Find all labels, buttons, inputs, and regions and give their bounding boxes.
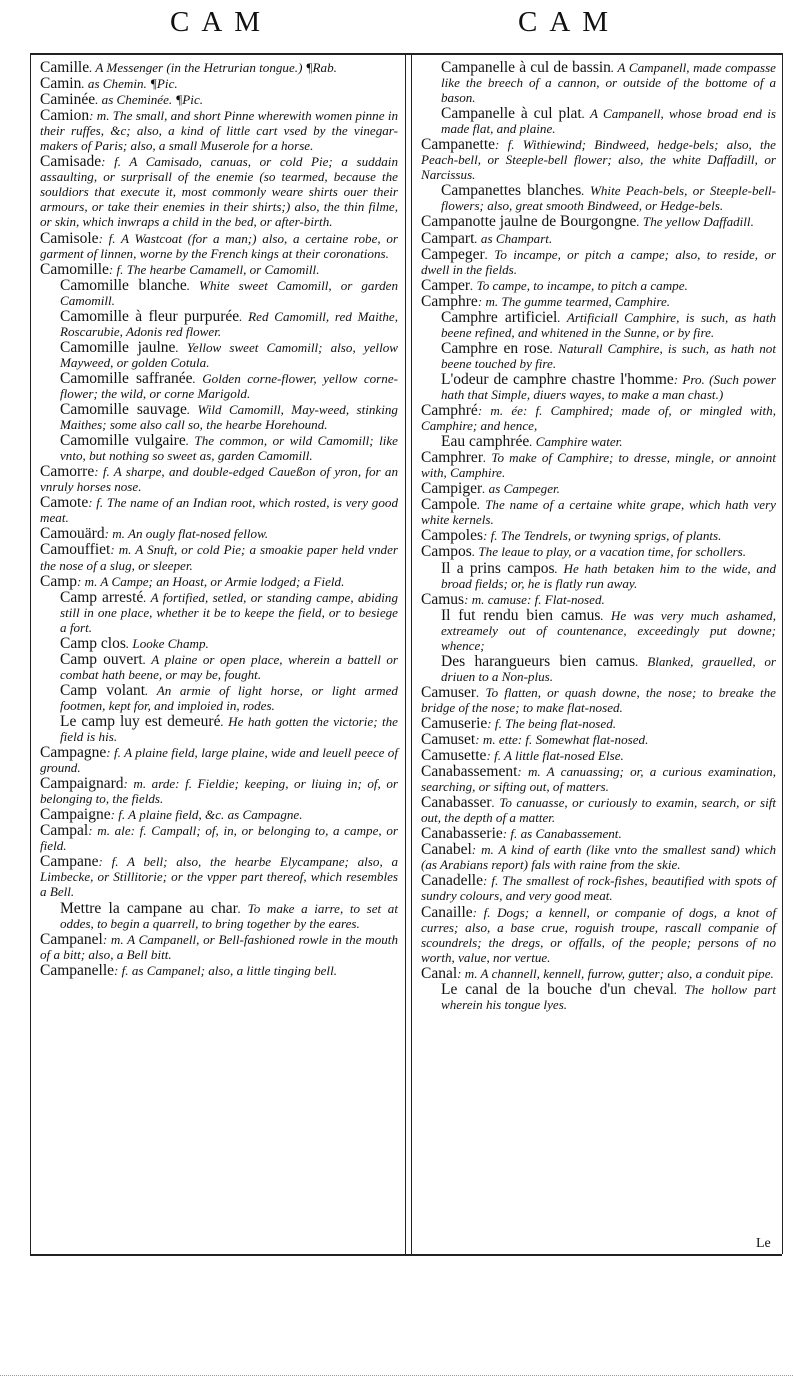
dictionary-entry xyxy=(421,247,776,277)
entry-headword: Camisade xyxy=(40,153,102,171)
entry-definition: . To make of Camphire; to dresse, mingle, or annoint with, Camphire. xyxy=(421,450,776,481)
entry-definition: . as Chemin. ¶Pic. xyxy=(81,76,178,92)
frame-right-rule xyxy=(782,53,783,1254)
entry-headword: Campanel xyxy=(40,930,103,948)
dictionary-entry xyxy=(40,92,398,107)
dictionary-entry xyxy=(421,842,776,872)
frame-left-rule xyxy=(30,53,31,1254)
dictionary-entry xyxy=(421,450,776,480)
entry-definition: : f. A little flat-nosed Else. xyxy=(486,748,624,764)
dictionary-entry xyxy=(40,278,398,308)
dictionary-entry xyxy=(40,262,398,277)
entry-definition: : m. ale: f. Campall; of, in, or belonging to, a campe, or field. xyxy=(40,823,398,854)
dictionary-entry xyxy=(40,309,398,339)
entry-definition: : f. A bell; also, the hearbe Elycampane; also, a Limbecke, or Stillitorie; or the vpper part thereof, which resembles a Bell. xyxy=(40,854,398,900)
entry-definition: . To flatten, or quash downe, the nose; to breake the bridge of the nose; to make flat-nosed. xyxy=(421,684,776,715)
entry-definition: : f. as Campanel; also, a little tinging bell. xyxy=(114,962,337,978)
entry-definition: : m. The gumme tearmed, Camphire. xyxy=(477,293,671,309)
entry-headword: Caminée xyxy=(40,91,96,109)
entry-headword: Camuser xyxy=(421,683,477,701)
entry-headword: Campiger xyxy=(421,480,483,498)
dictionary-entry xyxy=(40,932,398,962)
dictionary-entry xyxy=(421,982,776,1012)
entry-headword: Camouffiet xyxy=(40,541,111,559)
entry-headword: Camisole xyxy=(40,229,99,247)
entry-definition: : f. A plaine field, &c. as Campagne. xyxy=(110,807,303,823)
dictionary-entry xyxy=(421,873,776,903)
entry-definition: . A Campanell, whose broad end is made flat, and plaine. xyxy=(441,106,776,137)
entry-headword: Camus xyxy=(421,590,465,608)
entry-headword: Camp ouvert xyxy=(60,650,143,668)
entry-definition: . Naturall Camphire, is such, as hath not beene touched by fire. xyxy=(441,340,776,371)
dictionary-entry xyxy=(421,372,776,402)
dictionary-entry xyxy=(40,963,398,978)
dictionary-entry xyxy=(40,371,398,401)
entry-headword: Camphre artificiel xyxy=(441,308,558,326)
entry-definition: : f. A plaine field, large plaine, wide and leuell peece of ground. xyxy=(40,745,398,776)
entry-definition: : m. ée: f. Camphired; made of, or mingled with, Camphire; and hence, xyxy=(421,403,776,434)
entry-definition: . To canuasse, or curiously to examin, search, or sift out, the depth of a matter. xyxy=(421,795,776,826)
dictionary-entry xyxy=(40,108,398,153)
entry-definition: : m. ette: f. Somewhat flat-nosed. xyxy=(475,732,649,748)
entry-definition: . A Messenger (in the Hetrurian tongue.) ¶Rab. xyxy=(89,60,337,75)
entry-headword: Campanotte jaulne de Bourgongne xyxy=(421,213,637,231)
dictionary-entry xyxy=(40,76,398,91)
entry-definition: . as Champart. xyxy=(474,230,553,246)
entry-headword: Camomille xyxy=(40,260,109,278)
dictionary-entry xyxy=(421,278,776,293)
entry-headword: Camomille jaulne xyxy=(60,338,176,356)
dictionary-entry xyxy=(40,231,398,261)
dictionary-entry xyxy=(421,685,776,715)
entry-headword: Canabassement xyxy=(421,763,518,781)
entry-headword: Campagne xyxy=(40,744,107,762)
entry-definition: . Artificiall Camphire, is such, as hath beene refined, and whitened in the Sunne, or by fire. xyxy=(441,309,777,340)
entry-headword: Il a prins campos xyxy=(441,559,555,577)
entry-headword: Campeger xyxy=(421,245,485,263)
entry-headword: Campal xyxy=(40,822,89,840)
dictionary-entry xyxy=(421,905,776,965)
entry-headword: Camuset xyxy=(421,731,476,749)
entry-definition: . White Peach-bels, or Steeple-bell-flowers; also, great smooth Bindweed, or Hedge-bels. xyxy=(441,183,776,214)
entry-definition: . A fortified, setled, or standing campe, abiding still in one place, whether it be to keepe the field, or to besiege a fort. xyxy=(60,589,398,635)
entry-definition: : m. A canuassing; or, a curious examination, searching, or sifting out, of matters. xyxy=(421,764,776,795)
entry-definition: . Yellow sweet Camomill; also, yellow Mayweed, or golden Cotula. xyxy=(60,339,398,370)
dictionary-entry xyxy=(421,214,776,229)
frame-top-rule xyxy=(30,53,782,55)
entry-headword: Canabel xyxy=(421,841,472,859)
entry-headword: Campaigne xyxy=(40,806,111,824)
entry-headword: Camusette xyxy=(421,747,487,765)
entry-headword: Camp xyxy=(40,572,78,590)
entry-headword: Canabasserie xyxy=(421,825,503,843)
entry-definition: . He hath betaken him to the wide, and broad fields; or, he is flatly run away. xyxy=(441,560,776,591)
dictionary-entry xyxy=(421,497,776,527)
entry-definition: : m. A Campanell, or Bell-fashioned rowle in the mouth of a bitt; also, a Bell bitt. xyxy=(40,931,398,962)
entry-headword: Mettre la campane au char xyxy=(60,899,238,917)
entry-headword: Camuserie xyxy=(421,714,488,732)
catchword: Le xyxy=(756,1236,771,1251)
entry-definition: . The yellow Daffadill. xyxy=(636,214,754,230)
entry-headword: Campanette xyxy=(421,136,496,154)
entry-definition: . He hath gotten the victorie; the field is his. xyxy=(60,713,398,745)
entry-headword: Camphre en rose xyxy=(441,339,550,357)
entry-definition: . Blanked, grauelled, or driuen to a Non-plus. xyxy=(441,653,776,684)
column-divider-rule xyxy=(405,53,406,1254)
entry-headword: Camomille à fleur purpurée xyxy=(60,307,240,325)
entry-headword: Camomille vulgaire xyxy=(60,432,186,450)
entry-definition: : f. Dogs; a kennell, or companie of dogs, a knot of curres; also, a base crue, roguish troupe, rascall companie of scoundrels; the dregs, or offalls, of the people; persons of no worth, value, nor vertue. xyxy=(421,904,776,965)
entry-headword: Camomille saffranée xyxy=(60,369,193,387)
entry-definition: : m. arde: f. Fieldie; keeping, or liuing in; of, or belonging to, the fields. xyxy=(40,776,398,807)
dictionary-entry xyxy=(421,748,776,763)
entry-headword: Camouärd xyxy=(40,525,105,543)
dictionary-entry xyxy=(421,231,776,246)
entry-headword: Canadelle xyxy=(421,872,483,890)
entry-headword: Camp arresté xyxy=(60,588,144,606)
entry-headword: Camin xyxy=(40,75,82,93)
entry-headword: Camphre xyxy=(421,292,478,310)
entry-headword: Campane xyxy=(40,853,99,871)
entry-definition: . The leaue to play, or a vacation time, for schollers. xyxy=(471,544,747,560)
entry-definition: . Red Camomill, red Maithe, Roscarubie, Adonis red flower. xyxy=(60,308,398,339)
entry-headword: Des harangueurs bien camus xyxy=(441,652,636,670)
entry-definition: . The common, or wild Camomill; like vnto, but nothing so sweet as, garden Camomill. xyxy=(60,433,398,464)
dictionary-entry xyxy=(40,526,398,541)
entry-definition: : m. A kind of earth (like vnto the smallest sand) which (as Arabians report) fals with raine from the skie. xyxy=(421,842,776,873)
entry-headword: Camion xyxy=(40,107,90,125)
entry-definition: : f. The name of an Indian root, which rosted, is very good meat. xyxy=(40,495,398,526)
entry-definition: . A plaine or open place, wherein a battell or combat hath beene, or may be, fought. xyxy=(60,651,398,682)
column-divider-rule-inner xyxy=(411,53,412,1254)
entry-definition: : f. A Wastcoat (for a man;) also, a certaine robe, or garment of linnen, worne by the French kings at their coronations. xyxy=(40,230,398,261)
dictionary-entry xyxy=(40,683,398,713)
entry-headword: Campoles xyxy=(421,527,483,545)
entry-definition: . To make a iarre, to set at oddes, to begin a quarrell, to bring together by the eares. xyxy=(60,900,398,931)
entry-headword: Canabasser xyxy=(421,794,492,812)
running-head-right: CAM xyxy=(518,6,621,38)
entry-definition: . Looke Champ. xyxy=(125,635,209,651)
entry-definition: : f. The Tendrels, or twyning sprigs, of plants. xyxy=(483,528,722,544)
entry-headword: Campos xyxy=(421,543,472,561)
entry-definition: : Pro. (Such power hath that Simple, diuers wayes, to make a man chast.) xyxy=(441,371,776,402)
dictionary-entry xyxy=(40,433,398,463)
dictionary-entry xyxy=(40,745,398,775)
entry-definition: . A Campanell, made compasse like the breech of a cannon, or outside of the bottome of a bason. xyxy=(441,60,776,106)
running-head-left: CAM xyxy=(170,6,273,38)
dictionary-entry xyxy=(421,592,776,607)
dictionary-entry xyxy=(421,434,776,449)
entry-definition: : m. A channell, kennell, furrow, gutter; also, a conduit pipe. xyxy=(457,965,774,981)
entry-headword: Campole xyxy=(421,496,477,514)
dictionary-entry xyxy=(421,764,776,794)
entry-headword: Camphré xyxy=(421,402,478,420)
dictionary-entry xyxy=(421,403,776,433)
dictionary-entry xyxy=(421,106,776,136)
dictionary-entry xyxy=(40,60,398,75)
entry-definition: . The hollow part wherein his tongue lyes. xyxy=(441,981,777,1012)
dictionary-entry xyxy=(40,495,398,525)
entry-definition: . Golden corne-flower, yellow corne-flower; the wild, or corne Marigold. xyxy=(60,370,398,401)
dictionary-entry xyxy=(40,636,398,651)
dictionary-entry xyxy=(40,714,398,744)
entry-definition: . Camphire water. xyxy=(529,434,623,450)
entry-definition: . The name of a certaine white grape, which hath very white kernels. xyxy=(421,497,776,528)
entry-definition: : f. The being flat-nosed. xyxy=(487,715,617,731)
entry-headword: Camphrer xyxy=(421,449,483,467)
entry-headword: Campanettes blanches xyxy=(441,182,582,200)
dictionary-entry xyxy=(40,652,398,682)
entry-definition: : f. The hearbe Camamell, or Camomill. xyxy=(108,261,320,277)
dictionary-entry xyxy=(40,574,398,589)
entry-definition: : f. A sharpe, and double-edged Caueßon of yron, for an vnruly horses nose. xyxy=(40,464,398,495)
dictionary-entry xyxy=(421,966,776,981)
entry-headword: Camorre xyxy=(40,463,95,481)
page-edge-dots xyxy=(0,1375,793,1377)
dictionary-entry xyxy=(40,776,398,806)
entry-definition: : m. An ougly flat-nosed fellow. xyxy=(104,526,269,542)
entry-headword: Campart xyxy=(421,229,475,247)
entry-headword: Campaignard xyxy=(40,775,124,793)
entry-definition: . To incampe, or pitch a campe; also, to reside, or dwell in the fields. xyxy=(421,246,776,277)
entry-definition: . An armie of light horse, or light armed footmen, kept for, and imploied in, rodes. xyxy=(60,682,398,713)
entry-headword: Canal xyxy=(421,964,458,982)
entry-headword: Il fut rendu bien camus xyxy=(441,606,601,624)
dictionary-entry xyxy=(421,826,776,841)
entry-definition: : m. A Campe; an Hoast, or Armie lodged; a Field. xyxy=(77,573,345,589)
entry-definition: . as Cheminée. ¶Pic. xyxy=(95,92,204,108)
entry-definition: : f. Withiewind; Bindweed, hedge-bels; also, the Peach-bell, or Steeple-bell flower; also, the white Daffadill, or Narcissus. xyxy=(421,137,776,183)
dictionary-entry xyxy=(40,823,398,853)
entry-headword: Eau camphrée xyxy=(441,433,530,451)
dictionary-entry xyxy=(421,795,776,825)
entry-definition: : m. A Snuft, or cold Pie; a smoakie paper held vnder the nose of a slug, or sleeper. xyxy=(40,542,398,573)
dictionary-entry xyxy=(40,542,398,572)
dictionary-entry xyxy=(40,154,398,229)
entry-headword: Campanelle xyxy=(40,961,115,979)
dictionary-entry xyxy=(40,340,398,370)
entry-definition: . White sweet Camomill, or garden Camomill. xyxy=(60,277,398,308)
dictionary-entry xyxy=(421,137,776,182)
entry-headword: Le canal de la bouche d'un cheval xyxy=(441,980,674,998)
entry-headword: Le camp luy est demeuré xyxy=(60,712,221,730)
entry-headword: Camote xyxy=(40,494,89,512)
left-column xyxy=(40,60,398,979)
dictionary-entry xyxy=(40,590,398,635)
dictionary-entry xyxy=(40,402,398,432)
entry-headword: L'odeur de camphre chastre l'homme xyxy=(441,370,674,388)
entry-definition: : f. The smallest of rock-fishes, beautified with spots of sundry colours, and very good meat. xyxy=(421,873,776,904)
entry-headword: Camomille blanche xyxy=(60,276,187,294)
entry-headword: Camp clos xyxy=(60,634,126,652)
entry-headword: Camille xyxy=(40,59,90,76)
entry-definition: : m. camuse: f. Flat-nosed. xyxy=(464,591,605,607)
entry-definition: : m. The small, and short Pinne wherewith women pinne in their ruffes, &c; also, a kind of little cart vsed by the vinegar-makers of Paris; also, a small Muserole for a horse. xyxy=(40,108,398,154)
entry-headword: Campanelle à cul de bassin xyxy=(441,59,611,76)
entry-headword: Camomille sauvage xyxy=(60,401,187,419)
dictionary-entry xyxy=(421,732,776,747)
dictionary-entry xyxy=(421,183,776,213)
dictionary-entry xyxy=(421,341,776,371)
dictionary-entry xyxy=(421,481,776,496)
dictionary-entry xyxy=(421,608,776,653)
dictionary-entry xyxy=(421,310,776,340)
entry-headword: Camper xyxy=(421,276,471,294)
dictionary-entry xyxy=(40,464,398,494)
entry-headword: Canaille xyxy=(421,903,473,921)
entry-headword: Campanelle à cul plat xyxy=(441,105,582,123)
dictionary-entry xyxy=(421,60,776,105)
entry-definition: . Wild Camomill, May-weed, stinking Maithes; some also call so, the hearbe Horehound. xyxy=(60,402,398,433)
entry-definition: . To campe, to incampe, to pitch a campe. xyxy=(470,277,688,293)
entry-definition: : f. as Canabassement. xyxy=(502,826,622,842)
dictionary-entry xyxy=(40,807,398,822)
dictionary-entry xyxy=(421,294,776,309)
dictionary-entry xyxy=(421,544,776,559)
dictionary-entry xyxy=(40,901,398,931)
frame-bottom-rule xyxy=(30,1254,782,1256)
right-column xyxy=(421,60,776,1013)
dictionary-entry xyxy=(40,854,398,899)
entry-definition: : f. A Camisado, canuas, or cold Pie; a suddain assaulting, or surprisall of the enemie (so tearmed, because the souldiors that execute it, most commonly weare shirts ouer their armours, or take their enemies in their shirts;) also, the thin filme, or skin, which inwraps a child in the bed, or after-birth. xyxy=(40,154,398,230)
entry-definition: . He was very much ashamed, extreamely out of countenance, exceedingly put downe; whence; xyxy=(441,607,776,653)
dictionary-entry xyxy=(421,561,776,591)
entry-headword: Camp volant xyxy=(60,681,146,699)
dictionary-entry xyxy=(421,654,776,684)
dictionary-entry xyxy=(421,528,776,543)
entry-definition: . as Campeger. xyxy=(482,481,560,497)
dictionary-entry xyxy=(421,716,776,731)
